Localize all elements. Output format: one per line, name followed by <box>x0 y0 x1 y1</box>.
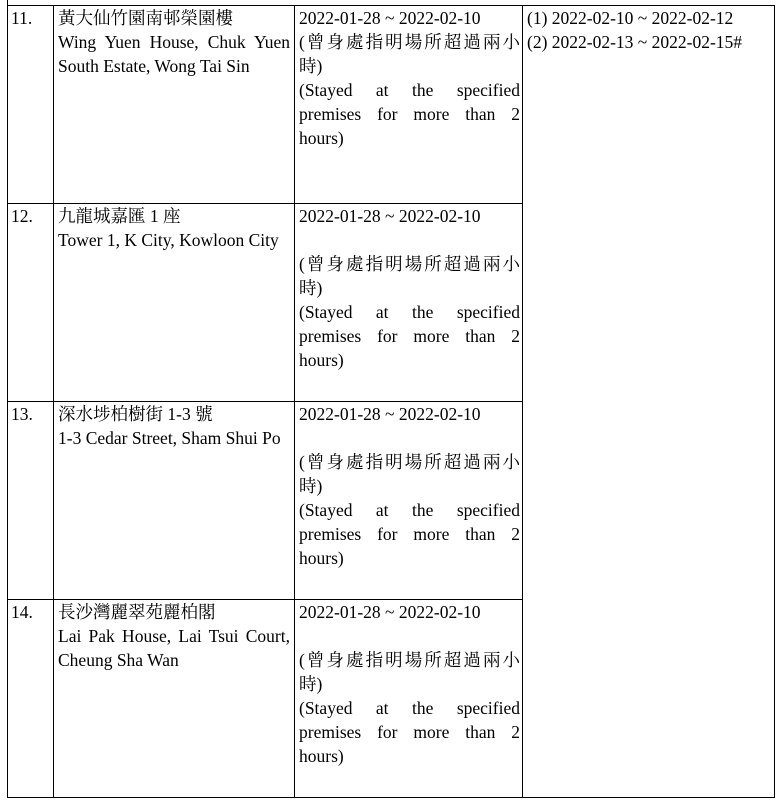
address-en: Wing Yuen House, Chuk Yuen South Estate, Wong Tai Sin <box>58 32 290 76</box>
address-en: 1-3 Cedar Street, Sham Shui Po <box>58 428 281 448</box>
period-cell <box>295 402 523 600</box>
address-en: Lai Pak House, Lai Tsui Court, Cheung Sha Wan <box>58 626 290 670</box>
address-zh: 九龍城嘉匯 1 座 <box>58 206 181 226</box>
period-note-zh: (曾身處指明場所超過兩小時) <box>299 254 520 298</box>
period-cell <box>295 6 523 204</box>
address-zh: 深水埗柏樹街 1-3 號 <box>58 404 213 424</box>
address-en: Tower 1, K City, Kowloon City <box>58 230 279 250</box>
period-spacer <box>299 426 520 450</box>
address-cell <box>54 600 295 798</box>
period-dates: 2022-01-28 ~ 2022-02-10 <box>299 602 481 622</box>
address-cell <box>54 204 295 402</box>
testing-dates-cell <box>523 6 775 798</box>
period-spacer <box>299 624 520 648</box>
period-note-en: (Stayed at the specified premises for more than 2 hours) <box>299 302 520 370</box>
period-spacer <box>299 228 520 252</box>
period-dates: 2022-01-28 ~ 2022-02-10 <box>299 404 481 424</box>
row-number: 12. <box>8 204 54 402</box>
row-number: 13. <box>8 402 54 600</box>
row-number: 11. <box>8 6 54 204</box>
period-note-zh: (曾身處指明場所超過兩小時) <box>299 452 520 496</box>
address-cell <box>54 402 295 600</box>
period-cell <box>295 204 523 402</box>
period-note-zh: (曾身處指明場所超過兩小時) <box>299 32 520 76</box>
address-cell <box>54 6 295 204</box>
address-zh: 黃大仙竹園南邨榮園樓 <box>58 8 233 28</box>
premises-table <box>7 5 775 798</box>
period-note-en: (Stayed at the specified premises for more than 2 hours) <box>299 698 520 766</box>
row-number: 14. <box>8 600 54 798</box>
period-cell <box>295 600 523 798</box>
testing-date-2: (2) 2022-02-13 ~ 2022-02-15# <box>527 32 743 52</box>
period-note-zh: (曾身處指明場所超過兩小時) <box>299 650 520 694</box>
period-dates: 2022-01-28 ~ 2022-02-10 <box>299 206 481 226</box>
table-row <box>8 6 775 204</box>
period-dates: 2022-01-28 ~ 2022-02-10 <box>299 8 481 28</box>
period-note-en: (Stayed at the specified premises for more than 2 hours) <box>299 500 520 568</box>
period-note-en: (Stayed at the specified premises for more than 2 hours) <box>299 80 520 148</box>
testing-date-1: (1) 2022-02-10 ~ 2022-02-12 <box>527 8 734 28</box>
address-zh: 長沙灣麗翠苑麗柏閣 <box>58 602 216 622</box>
